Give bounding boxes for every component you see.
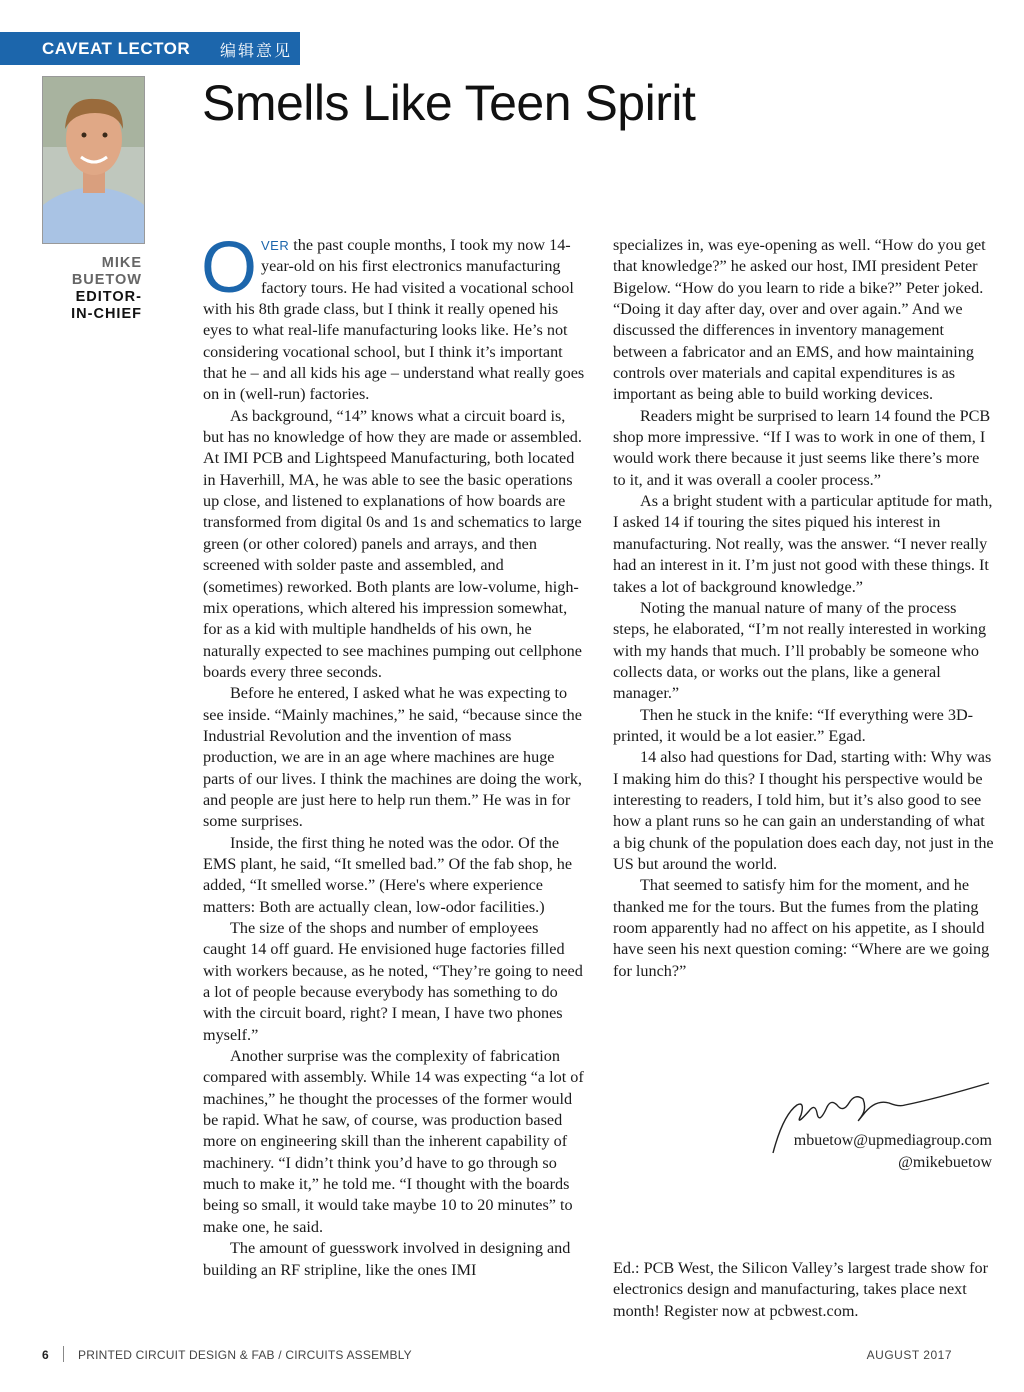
paragraph: Readers might be surprised to learn 14 found the PCB shop more impressive. “If I was to work in one of them, I would work there because it just seems like there’s more to it, and it was overall a cooler process.” bbox=[613, 406, 991, 489]
author-first-name: MIKE bbox=[101, 255, 142, 271]
author-contact bbox=[650, 1130, 992, 1173]
paragraph: specializes in, was eye-opening as well. “How do you get that knowledge?” he asked our host, IMI president Peter Bigelow. “How do you learn to ride a bike?” Peter joked. “Doing it day after day, over and over again.” And we discussed the differences in inventory management between a fabricator and an EMS, and how maintaining controls over materials and capital expenditures is as important as being able to build working devices. bbox=[613, 236, 986, 404]
author-title-line-2: IN-CHIEF bbox=[71, 306, 142, 322]
paragraph-text: the past couple months, I took my now 14-year-old on his first electronics manufacturing factory tours. He had visited a vocational school with his 8th grade class, but I think it really opened his eyes to what real-life manufacturing looks like. He’s not considering vocational school, but I think it’s important that he – and all kids his age – understand what really goes on in (well-run) factories. bbox=[203, 236, 585, 404]
paragraph: Another surprise was the complexity of fabrication compared with assembly. While 14 was expecting “a lot of machines,” he thought the processes of the former would be rapid. What he saw, of course, was production based more on engineering skill than the inherent capability of machinery. “I didn’t think you’d have to go through so much to make it,” he told me. “I thought with the boards being so small, it would take maybe 10 to 20 minutes” to make one, he said. bbox=[203, 1047, 584, 1236]
article-column-right bbox=[613, 235, 995, 982]
issue-date: AUGUST 2017 bbox=[866, 1348, 952, 1362]
drop-cap: O bbox=[201, 228, 258, 308]
paragraph: 14 also had questions for Dad, starting with: Why was I making him do this? I thought his perspective would be interesting to readers, I told him, but it’s also good to see how a plant runs so he can gain an understanding of what a big chunk of the population does each day, not just in the US but around the world. bbox=[613, 748, 994, 873]
paragraph: The amount of guesswork involved in designing and building an RF stripline, like the ones IMI bbox=[203, 1239, 571, 1279]
author-last-name: BUETOW bbox=[71, 272, 142, 288]
lead-in: VER bbox=[261, 238, 290, 253]
page-number: 6 bbox=[42, 1348, 49, 1362]
paragraph: As background, “14” knows what a circuit board is, but has no knowledge of how they are made or assembled. At IMI PCB and Lightspeed Manufacturing, both located in Haverhill, MA, he was able to see the basic operations up close, and listened to explanations of how boards are transformed from digital 0s and 1s and schematics to large green (or other colored) panels and arrays, and then screened with solder paste and assembled, and (sometimes) reworked. Both plants are low-volume, high-mix operations, which altered his impression somewhat, for as a kid with multiple handhelds of his own, he naturally expected to see machines pumping out cellphone boards every three seconds. bbox=[203, 406, 582, 681]
editor-note: Ed.: PCB West, the Silicon Valley’s largest trade show for electronics design and manufacturing, takes place next month! Register now at pcbwest.com. bbox=[613, 1259, 989, 1320]
footer-divider bbox=[63, 1346, 64, 1362]
column-name: CAVEAT LECTOR bbox=[42, 39, 191, 58]
author-title-line-1: EDITOR- bbox=[75, 289, 142, 305]
author-social-handle[interactable]: @mikebuetow bbox=[898, 1153, 992, 1171]
paragraph: As a bright student with a particular aptitude for math, I asked 14 if touring the sites piqued his interest in manufacturing. Not really, was the answer. “I never really had an interest in it. I’m just not good with these things. It takes a lot of background knowledge.” bbox=[613, 492, 993, 596]
paragraph: That seemed to satisfy him for the moment, and he thanked me for the tours. But the fumes from the plating room apparently had no affect on his appetite, as I should have seen his next question coming: “Where are we going for lunch?” bbox=[613, 876, 990, 980]
page-footer bbox=[0, 1348, 1024, 1364]
article-column-left bbox=[201, 228, 585, 1281]
paragraph: Before he entered, I asked what he was expecting to see inside. “Mainly machines,” he said, “because since the Industrial Revolution and the invention of mass production, we are in an age where machines are huge parts of our lives. I think the machines are doing the work, and people are just here to help run them.” He was in for some surprises. bbox=[203, 684, 582, 831]
paragraph: Noting the manual nature of many of the process steps, he elaborated, “I’m not really interested in working with my hands that much. I’ll probably be someone who collects data, or works out the plans, like a general manager.” bbox=[613, 598, 987, 703]
article-headline: Smells Like Teen Spirit bbox=[202, 75, 696, 131]
paragraph bbox=[201, 228, 585, 406]
column-banner bbox=[0, 32, 300, 65]
paragraph: The size of the shops and number of employees caught 14 off guard. He envisioned huge factories filled with workers because, as he noted, “They’re going to need a lot of people because everybody has something to do with the circuit board, right? I mean, I have two phones myself.” bbox=[203, 919, 583, 1044]
column-name-chinese: 编辑意见 bbox=[220, 41, 293, 60]
publication-name: PRINTED CIRCUIT DESIGN & FAB / CIRCUITS ASSEMBLY bbox=[78, 1348, 412, 1362]
paragraph: Inside, the first thing he noted was the odor. Of the EMS plant, he said, “It smelled bad.” Of the fab shop, he added, “It smelled worse.” (Here's where experience matters: Both are actually clean, low-odor facilities.) bbox=[203, 833, 573, 916]
author-byline bbox=[40, 255, 142, 323]
author-email[interactable]: mbuetow@upmediagroup.com bbox=[793, 1132, 992, 1149]
paragraph: Then he stuck in the knife: “If everything were 3D-printed, it would be a lot easier.” Egad. bbox=[613, 705, 974, 745]
author-photo bbox=[42, 76, 145, 244]
